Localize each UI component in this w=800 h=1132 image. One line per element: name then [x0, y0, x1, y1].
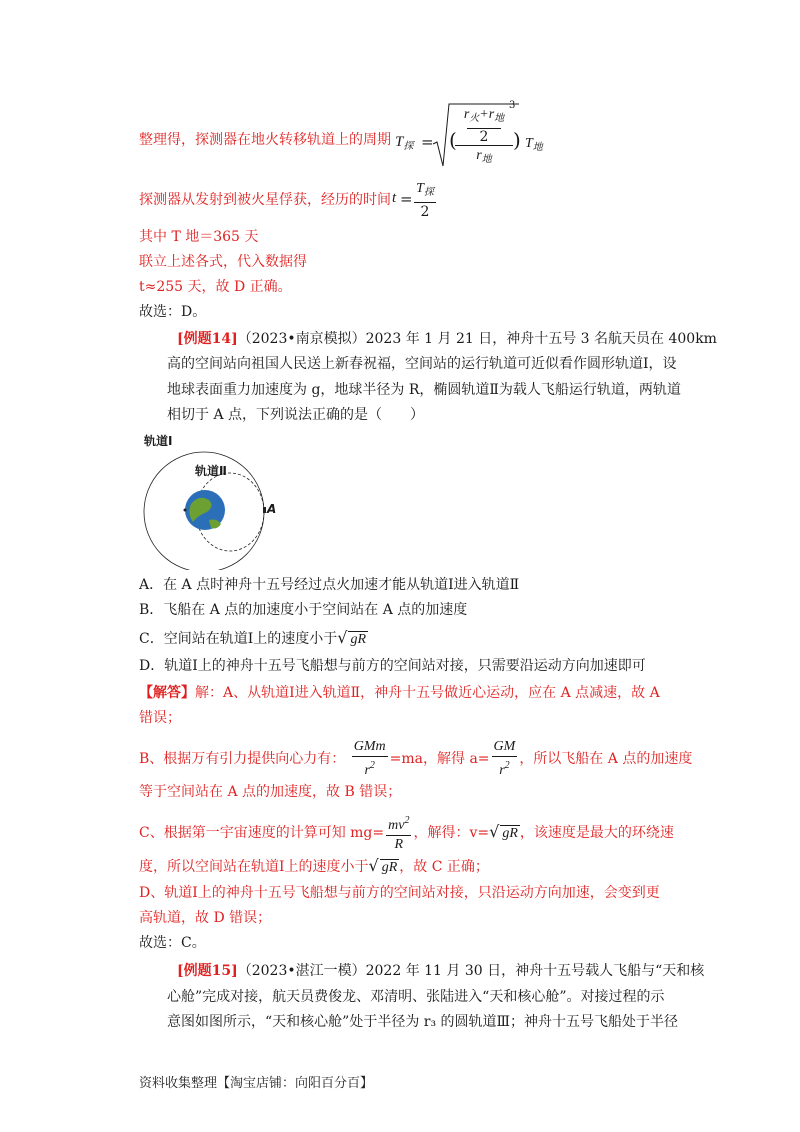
- option-text: B．飞船在 A 点的加速度小于空间站在 A 点的加速度: [139, 602, 468, 618]
- option-D: [139, 656, 646, 676]
- question-text: 地球表面重力加速度为 g，地球半径为 R，椭圆轨道Ⅱ为载人飞船运行轨道，两轨道: [167, 382, 681, 398]
- example-14-line-2: [167, 354, 677, 374]
- answer-radical: gR: [502, 826, 518, 841]
- example-15-line-1: [177, 961, 704, 981]
- orbit-diagram: [139, 430, 279, 570]
- answer-text: B、根据万有引力提供向心力有：: [139, 751, 346, 767]
- answer-final: [139, 933, 206, 953]
- answer-text: ，解得：v=: [413, 825, 490, 841]
- question-text: 相切于 A 点，下列说法正确的是（ ）: [167, 407, 425, 423]
- answer-text: 高轨道，故 D 错误；: [139, 910, 272, 926]
- answer-line-C1: C、根据第一宇宙速度的计算可知 mg= $\frac{mv^2}{R}$ ，解得：v=√ gR ，该速度是最大的环绕速: [139, 812, 674, 854]
- r-earth: r: [488, 107, 495, 122]
- den-r-sub: 地: [481, 154, 492, 165]
- denominator-two: 2: [467, 128, 501, 145]
- option-A: [139, 575, 519, 595]
- answer-text: 等于空间站在 A 点的加速度，故 B 错误；: [139, 784, 402, 800]
- formula-T-sub: 探: [403, 141, 414, 152]
- option-text: A．在 A 点时神舟十五号经过点火加速才能从轨道Ⅰ进入轨道Ⅱ: [139, 577, 520, 593]
- formula-eq2: =: [400, 190, 413, 208]
- example-15-line-3: [167, 1012, 678, 1032]
- point-A-label: A: [267, 502, 277, 516]
- solution-text: 探测器从发射到被火星俘获，经历的时间: [139, 192, 391, 208]
- frac-den: r: [364, 763, 370, 778]
- r-mars: r: [463, 107, 470, 122]
- solution-line-period: [139, 130, 391, 150]
- formula-T2: T: [416, 181, 424, 196]
- formula-T-earth: T: [525, 136, 533, 151]
- solution-text: 故选：D。: [139, 304, 207, 320]
- answer-line-A1: [139, 683, 660, 703]
- question-text: 心舱”完成对接，航天员费俊龙、邓清明、张陆进入“天和核心舱”。对接过程的示: [167, 989, 665, 1005]
- solution-line-3: [139, 227, 258, 247]
- period-formula: $T_探$ = ( $r_火+r_地$ 2 $r_地$ ) 3 $T_地$: [395, 100, 555, 170]
- answer-radical: gR: [381, 860, 398, 875]
- answer-line-D2: [139, 908, 271, 928]
- answer-tag: 【解答】: [139, 685, 195, 701]
- orbit-figure: [139, 430, 279, 570]
- inner-fraction: [455, 106, 513, 170]
- answer-line-B1: [139, 738, 692, 780]
- question-text: （2023•湛江一模）2022 年 11 月 30 日，神舟十五号载人飞船与“天和核: [237, 963, 705, 979]
- frac-den: R: [394, 837, 404, 852]
- answer-text: ，所以飞船在 A 点的加速度: [519, 751, 693, 767]
- question-text: 意图如图所示，“天和核心舱”处于半径为 r₃ 的圆轨道Ⅲ；神舟十五号飞船处于半径: [167, 1014, 679, 1030]
- frac-num: GM: [492, 738, 518, 757]
- solution-line-time: [139, 190, 391, 210]
- frac-num: mv: [388, 818, 405, 833]
- question-text: 高的空间站向祖国人民送上新春祝福，空间站的运行轨道可近似看作圆形轨道Ⅰ，设: [167, 356, 677, 372]
- answer-text: 解：A、从轨道Ⅰ进入轨道Ⅱ，神舟十五号做近心运动，应在 A 点减速，故 A: [195, 685, 660, 701]
- option-B: [139, 600, 467, 620]
- option-radical: gR: [350, 632, 367, 647]
- example-15-line-2: [167, 987, 664, 1007]
- r-mars-sub: 火: [469, 113, 480, 124]
- answer-text: 故选：C。: [139, 935, 206, 951]
- answer-line-D1: [139, 883, 660, 903]
- option-text: C．空间站在轨道Ⅰ上的速度小于: [139, 631, 338, 647]
- solution-text: 整理得，探测器在地火转移轨道上的周期: [139, 132, 391, 148]
- solution-text: 联立上述各式，代入数据得: [139, 254, 307, 270]
- plus: +: [479, 107, 489, 122]
- solution-line-6: [139, 302, 206, 322]
- formula-T2-sub: 探: [423, 187, 434, 198]
- fraction-gm-r2: $\frac{GM}{r^2}$: [493, 739, 516, 778]
- frac-num: GMm: [352, 738, 388, 757]
- page-footer: 资料收集整理【淘宝店铺：向阳百分百】: [139, 1076, 374, 1091]
- answer-text: =ma，解得 a=: [389, 751, 490, 767]
- answer-text: 错误；: [139, 710, 181, 726]
- formula-two: 2: [420, 204, 430, 220]
- answer-line-B2: [139, 782, 401, 802]
- answer-line-A2: [139, 708, 181, 728]
- solution-text: 其中 T 地＝365 天: [139, 229, 259, 245]
- example-14-line-4: [167, 405, 424, 425]
- orbit-2-label: 轨道Ⅱ: [195, 464, 227, 478]
- solution-text: t≈255 天，故 D 正确。: [139, 279, 292, 295]
- example-tag: [例题14]: [177, 331, 238, 347]
- r-earth-sub: 地: [494, 113, 505, 124]
- answer-text: D、轨道Ⅰ上的神舟十五号飞船想与前方的空间站对接，只沿运动方向加速，会变到更: [139, 885, 660, 901]
- formula-T-earth-sub: 地: [532, 142, 543, 153]
- answer-line-C2: 度，所以空间站在轨道Ⅰ上的速度小于√ gR ，故 C 正确；: [139, 856, 489, 875]
- option-C: C．空间站在轨道Ⅰ上的速度小于√ gR: [139, 628, 367, 647]
- question-text: （2023•南京模拟）2023 年 1 月 21 日，神舟十五号 3 名航天员在 400km: [237, 331, 717, 347]
- option-text: D．轨道Ⅰ上的神舟十五号飞船想与前方的空间站对接，只需要沿运动方向加速即可: [139, 658, 646, 674]
- answer-text: ，该速度是最大的环绕速: [519, 825, 674, 841]
- orbit-1-label: 轨道Ⅰ: [144, 434, 173, 448]
- example-14-line-1: [177, 329, 717, 349]
- solution-line-4: [139, 252, 307, 272]
- answer-text: C、根据第一宇宙速度的计算可知 mg=: [139, 825, 385, 841]
- formula-eq: =: [421, 133, 434, 151]
- frac-den: r: [499, 763, 505, 778]
- fraction-mv2-R: $\frac{mv^2}{R}$: [386, 812, 411, 854]
- solution-line-5: [139, 277, 292, 297]
- example-14-line-3: [167, 380, 681, 400]
- answer-text: ，故 C 正确；: [399, 859, 489, 875]
- example-tag: [例题15]: [177, 963, 238, 979]
- fraction-gmm-r2: $\frac{\text{GMm}}{r^2}$: [353, 739, 386, 778]
- exponent: 3: [509, 100, 516, 111]
- den-r: r: [476, 148, 482, 163]
- formula-t: t: [392, 190, 397, 206]
- answer-text: 度，所以空间站在轨道Ⅰ上的速度小于: [139, 859, 369, 875]
- formula-T: T: [395, 134, 404, 150]
